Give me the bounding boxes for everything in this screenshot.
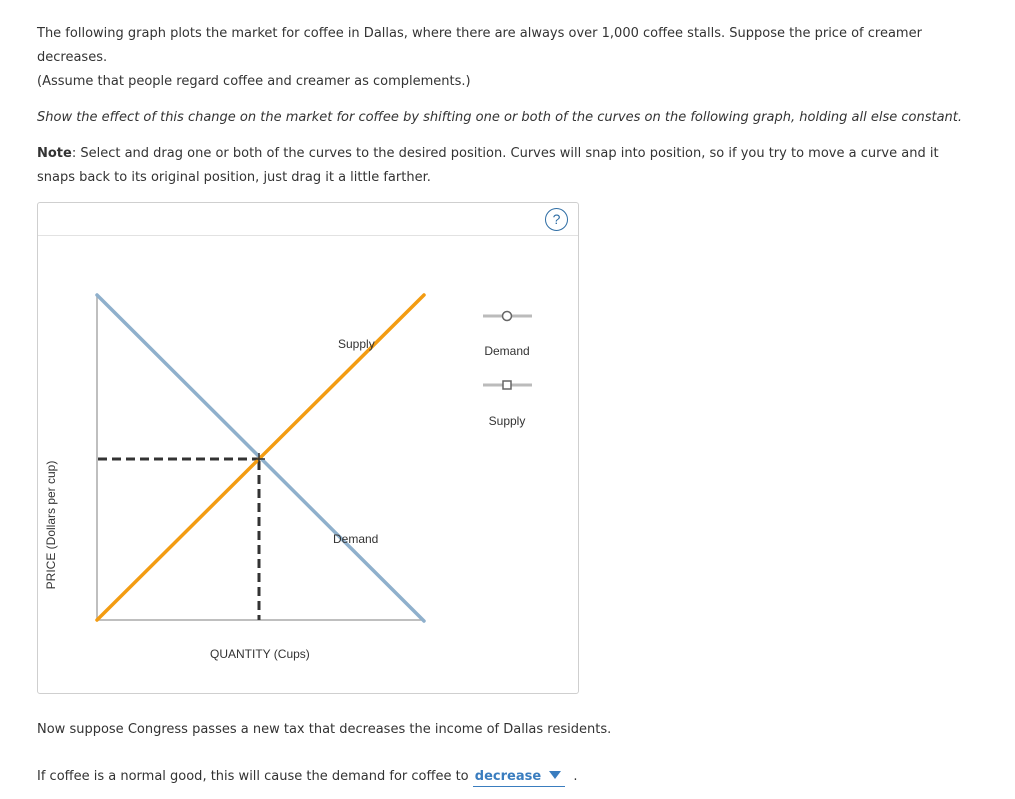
legend-supply-tool[interactable] xyxy=(483,381,532,428)
supply-demand-graph xyxy=(38,203,578,693)
y-axis-label: PRICE (Dollars per cup) xyxy=(44,460,58,590)
legend-demand-tool[interactable] xyxy=(483,312,532,359)
legend-supply-marker xyxy=(503,381,511,389)
legend-demand-marker xyxy=(503,312,512,321)
demand-curve-label: Demand xyxy=(333,532,379,546)
intro-text xyxy=(37,22,967,94)
demand-change-dropdown[interactable] xyxy=(473,768,565,787)
normal-good-prefix: If coffee is a normal good, this will cause the demand for coffee to xyxy=(37,769,473,784)
supply-curve-label: Supply xyxy=(338,337,375,351)
intro-line-2: (Assume that people regard coffee and creamer as complements.) xyxy=(37,74,471,89)
intro-line-1: The following graph plots the market for coffee in Dallas, where there are always over 1,000 coffee stalls. Suppose the price of creamer decreases. xyxy=(37,26,922,65)
dropdown-selected-value: decrease xyxy=(474,769,542,784)
chevron-down-icon xyxy=(549,771,561,779)
legend-demand-label: Demand xyxy=(484,344,530,358)
instruction-text: Show the effect of this change on the market for coffee by shifting one or both of the curves on the following graph, holding all else constant. xyxy=(37,110,963,125)
legend-supply-label: Supply xyxy=(488,414,526,428)
normal-good-question xyxy=(37,765,578,789)
note-label: Note xyxy=(37,146,72,161)
x-axis-label: QUANTITY (Cups) xyxy=(210,647,310,661)
note-text xyxy=(37,142,967,190)
note-body: : Select and drag one or both of the curves to the desired position. Curves will snap into position, so if you try to move a curve and it snaps back to its original position, just drag it a little farther. xyxy=(37,146,939,185)
graph-panel xyxy=(37,202,579,694)
tax-text: Now suppose Congress passes a new tax that decreases the income of Dallas residents. xyxy=(37,722,612,737)
normal-good-suffix: . xyxy=(573,769,578,784)
help-icon: ? xyxy=(552,211,561,227)
